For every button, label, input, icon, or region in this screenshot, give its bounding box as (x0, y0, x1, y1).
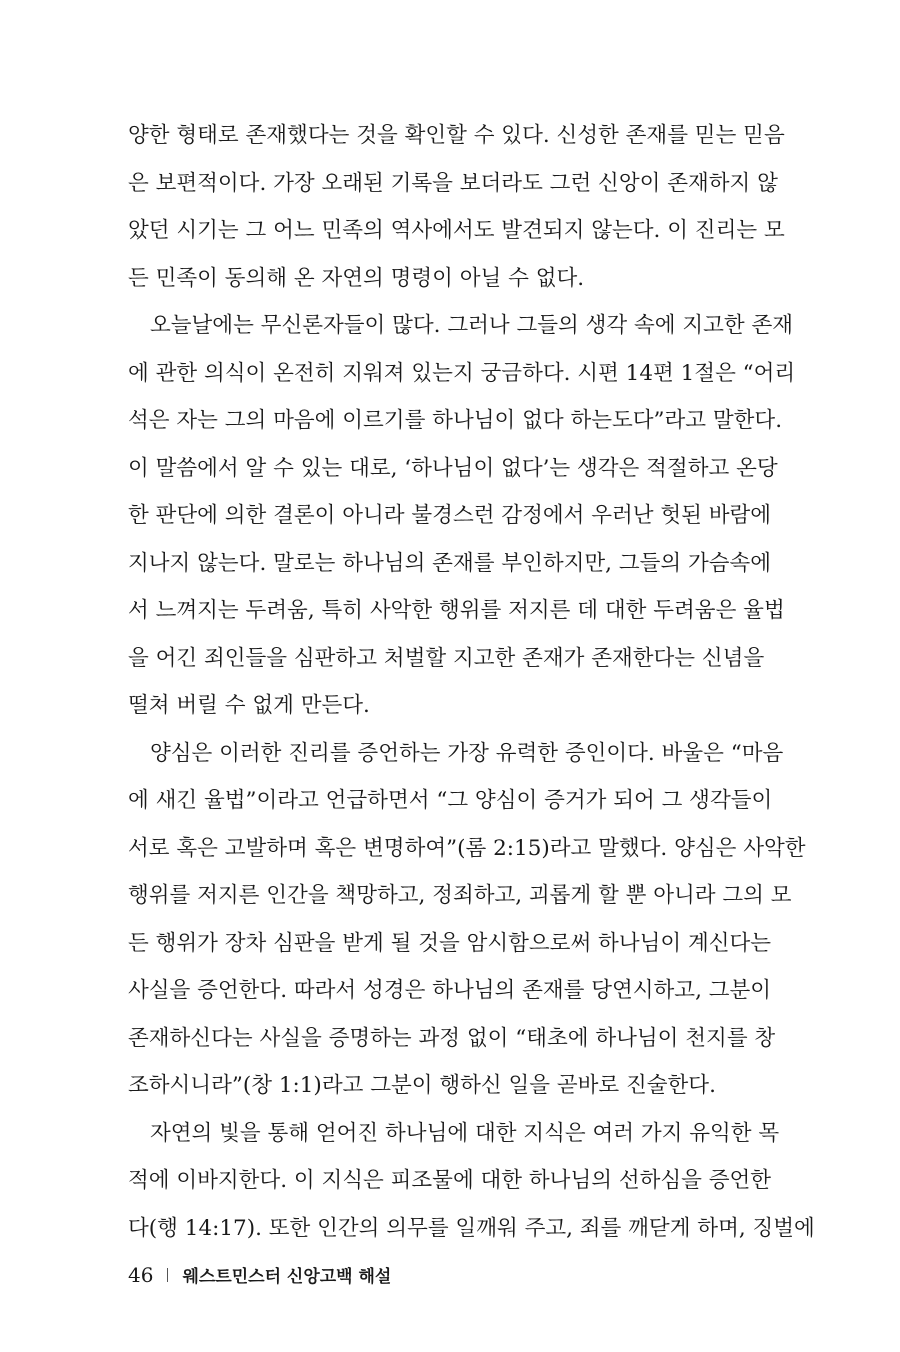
text-line: 조하시니라”(창 1:1)라고 그분이 행하신 일을 곧바로 진술한다. (128, 1073, 716, 1098)
text-line: 지나지 않는다. 말로는 하나님의 존재를 부인하지만, 그들의 가슴속에 (128, 550, 772, 576)
text-line: 떨쳐 버릴 수 없게 만든다. (128, 693, 370, 718)
text-line: 오늘날에는 무신론자들이 많다. 그러나 그들의 생각 속에 지고한 존재 (150, 313, 794, 338)
page-footer (128, 1262, 391, 1287)
text-line: 한 판단에 의한 결론이 아니라 불경스런 감정에서 우러난 헛된 바람에 (128, 503, 772, 528)
text-line: 에 관한 의식이 온전히 지워져 있는지 궁금하다. 시편 14편 1절은 “어리 (128, 360, 796, 386)
text-line: 양한 형태로 존재했다는 것을 확인할 수 있다. 신성한 존재를 믿는 믿음 (128, 123, 785, 148)
footer-divider (167, 1268, 168, 1282)
text-line: 은 보편적이다. 가장 오래된 기록을 보더라도 그런 신앙이 존재하지 않 (128, 170, 778, 196)
body-text (128, 117, 815, 1257)
text-line: 든 민족이 동의해 온 자연의 명령이 아닐 수 없다. (128, 265, 585, 291)
text-line: 양심은 이러한 진리를 증언하는 가장 유력한 증인이다. 바울은 “마음 (150, 740, 784, 766)
text-line: 서 느껴지는 두려움, 특히 사악한 행위를 저지른 데 대한 두려움은 율법 (128, 598, 785, 623)
text-line: 든 행위가 장차 심판을 받게 될 것을 암시함으로써 하나님이 계신다는 (128, 930, 772, 956)
book-title: 웨스트민스터 신앙고백 해설 (182, 1267, 392, 1287)
text-line: 사실을 증언한다. 따라서 성경은 하나님의 존재를 당연시하고, 그분이 (128, 978, 772, 1003)
text-line: 이 말씀에서 알 수 있는 대로, ‘하나님이 없다’는 생각은 적절하고 온당 (128, 455, 778, 481)
text-line: 행위를 저지른 인간을 책망하고, 정죄하고, 괴롭게 할 뿐 아니라 그의 모 (128, 883, 792, 908)
text-line: 에 새긴 율법”이라고 언급하면서 “그 양심이 증거가 되어 그 생각들이 (128, 788, 773, 813)
text-line: 존재하신다는 사실을 증명하는 과정 없이 “태초에 하나님이 천지를 창 (128, 1025, 776, 1051)
page-number: 46 (128, 1263, 154, 1287)
text-line: 다(행 14:17). 또한 인간의 의무를 일깨워 주고, 죄를 깨닫게 하며, 징벌에 (128, 1215, 815, 1241)
text-line: 석은 자는 그의 마음에 이르기를 하나님이 없다 하는도다”라고 말한다. (128, 408, 783, 433)
text-line: 자연의 빛을 통해 얻어진 하나님에 대한 지식은 여러 가지 유익한 목 (150, 1120, 780, 1146)
text-line: 을 어긴 죄인들을 심판하고 처벌할 지고한 존재가 존재한다는 신념을 (128, 645, 765, 671)
text-line: 았던 시기는 그 어느 민족의 역사에서도 발견되지 않는다. 이 진리는 모 (128, 218, 785, 243)
text-line: 서로 혹은 고발하며 혹은 변명하여”(롬 2:15)라고 말했다. 양심은 사악한 (128, 835, 806, 861)
text-line: 적에 이바지한다. 이 지식은 피조물에 대한 하나님의 선하심을 증언한 (128, 1168, 772, 1193)
